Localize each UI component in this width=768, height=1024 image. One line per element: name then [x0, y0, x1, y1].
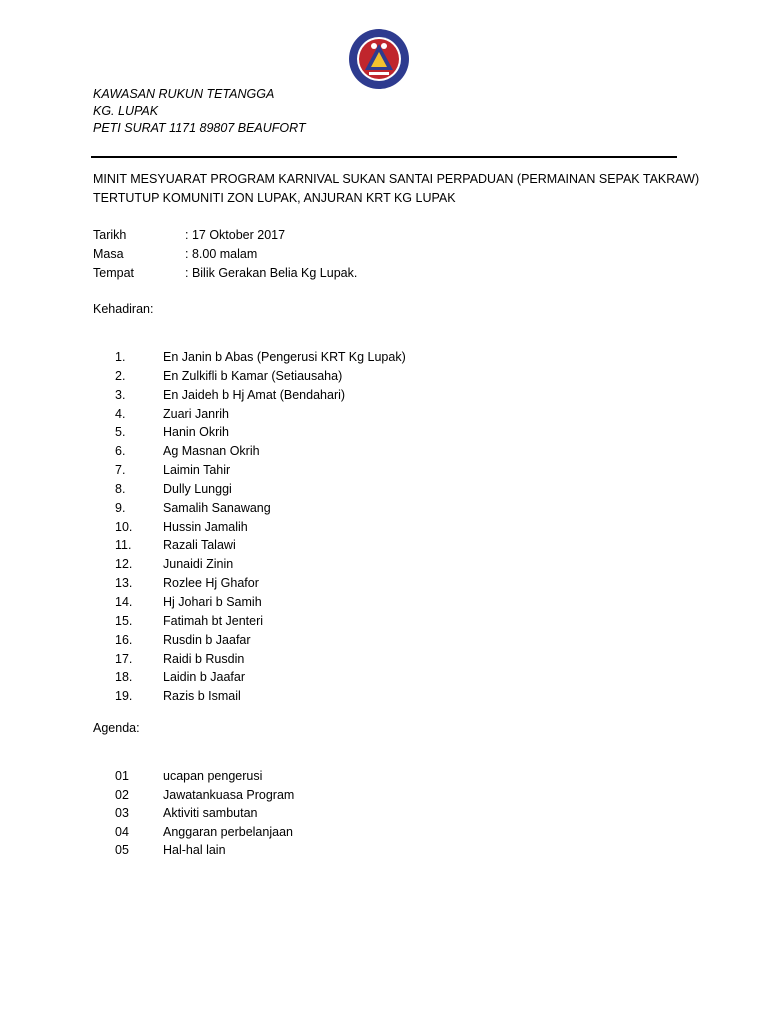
item-text: Rusdin b Jaafar — [163, 632, 251, 647]
item-number: 02 — [115, 787, 129, 802]
detail-label: Tempat — [93, 266, 134, 280]
detail-label: Masa — [93, 247, 124, 261]
item-number: 10. — [115, 519, 133, 534]
item-text: Aktiviti sambutan — [163, 806, 258, 821]
item-text: Hanin Okrih — [163, 425, 229, 440]
detail-row-time — [93, 245, 357, 264]
item-text: Dully Lunggi — [163, 481, 232, 496]
item-number: 9. — [115, 500, 126, 515]
item-number: 05 — [115, 843, 129, 858]
item-number: 17. — [115, 651, 133, 666]
item-number: 15. — [115, 613, 133, 628]
detail-value: : 8.00 malam — [185, 247, 258, 261]
krt-logo — [347, 27, 411, 91]
detail-value: : Bilik Gerakan Belia Kg Lupak. — [185, 266, 358, 280]
item-number: 19. — [115, 689, 133, 704]
item-number: 3. — [115, 387, 126, 402]
item-number: 8. — [115, 481, 126, 496]
header-divider — [91, 156, 677, 158]
item-number: 4. — [115, 406, 126, 421]
item-text: Rozlee Hj Ghafor — [163, 576, 259, 591]
agenda-heading: Agenda: — [93, 721, 140, 735]
item-number: 18. — [115, 670, 133, 685]
item-text: Ag Masnan Okrih — [163, 444, 260, 459]
item-text: Raidi b Rusdin — [163, 651, 245, 666]
item-text: Razali Talawi — [163, 538, 236, 553]
item-text: Samalih Sanawang — [163, 500, 271, 515]
document-title — [93, 170, 700, 208]
item-number: 11. — [115, 538, 132, 553]
item-text: Razis b Ismail — [163, 689, 241, 704]
item-text: Hal-hal lain — [163, 843, 226, 858]
meeting-details — [93, 226, 357, 283]
detail-value: : 17 Oktober 2017 — [185, 228, 286, 242]
title-line-1: MINIT MESYUARAT PROGRAM KARNIVAL SUKAN SANTAI PERPADUAN (PERMAINAN SEPAK TAKRAW) — [93, 172, 700, 186]
item-text: Laimin Tahir — [163, 463, 231, 478]
item-text: Laidin b Jaafar — [163, 670, 246, 685]
item-text: En Jaideh b Hj Amat (Bendahari) — [163, 387, 346, 402]
item-text: Hussin Jamalih — [163, 519, 248, 534]
item-number: 13. — [115, 576, 133, 591]
item-number: 2. — [115, 368, 126, 383]
detail-label: Tarikh — [93, 228, 127, 242]
item-text: Jawatankuasa Program — [163, 787, 295, 802]
postal-address: PETI SURAT 1171 89807 BEAUFORT — [93, 121, 306, 135]
kampung-name: KG. LUPAK — [93, 104, 159, 118]
org-name: KAWASAN RUKUN TETANGGA — [93, 87, 275, 101]
item-text: Anggaran perbelanjaan — [163, 824, 293, 839]
detail-row-date — [93, 226, 357, 245]
item-text: En Janin b Abas (Pengerusi KRT Kg Lupak) — [163, 350, 406, 364]
item-text: Fatimah bt Jenteri — [163, 613, 264, 628]
item-text: En Zulkifli b Kamar (Setiausaha) — [163, 368, 343, 383]
item-number: 7. — [115, 463, 126, 478]
item-text: ucapan pengerusi — [163, 769, 263, 783]
item-text: Junaidi Zinin — [163, 557, 234, 572]
item-number: 03 — [115, 806, 129, 821]
item-number: 6. — [115, 444, 126, 459]
item-number: 01 — [115, 769, 129, 783]
item-text: Zuari Janrih — [163, 406, 229, 421]
letterhead — [93, 86, 306, 137]
attendance-heading: Kehadiran: — [93, 302, 154, 316]
item-number: 1. — [115, 350, 126, 364]
item-number: 04 — [115, 824, 129, 839]
item-number: 5. — [115, 425, 126, 440]
title-line-2: TERTUTUP KOMUNITI ZON LUPAK, ANJURAN KRT KG LUPAK — [93, 191, 456, 205]
item-number: 16. — [115, 632, 133, 647]
item-text: Hj Johari b Samih — [163, 594, 262, 609]
detail-row-venue — [93, 264, 357, 283]
item-number: 14. — [115, 594, 133, 609]
item-number: 12. — [115, 557, 133, 572]
